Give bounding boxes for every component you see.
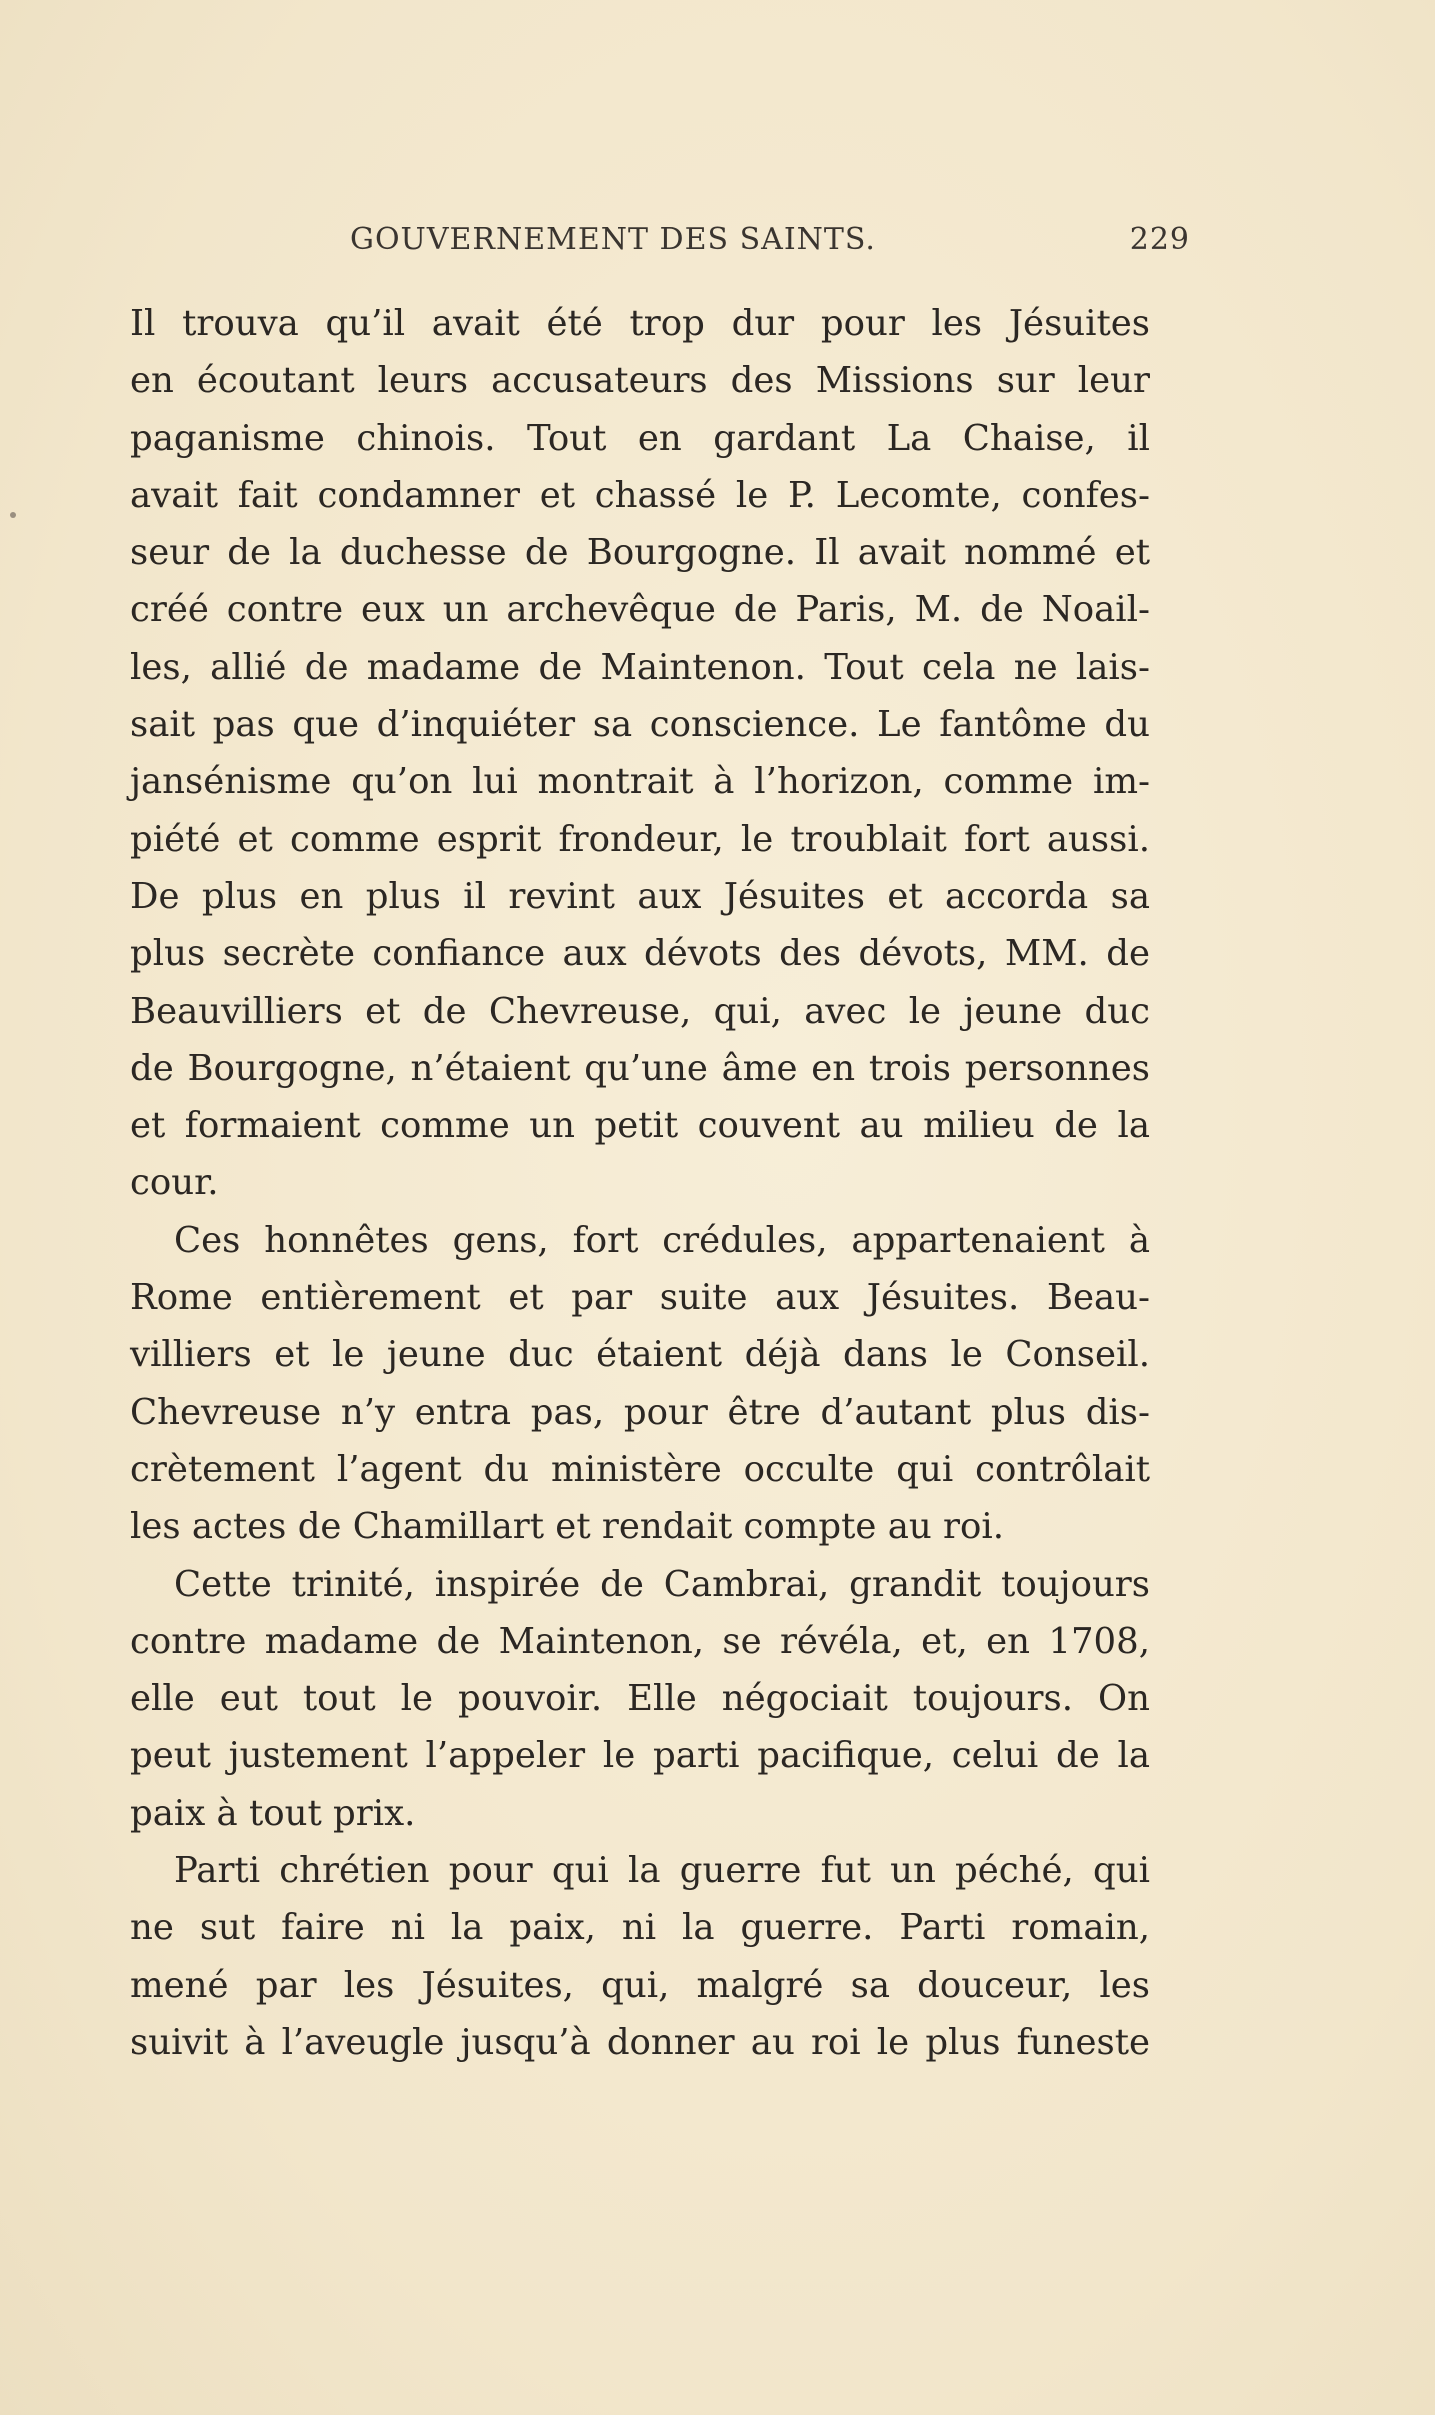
text-line: en écoutant leurs accusateurs des Missions sur leur — [130, 360, 1150, 402]
page-number: 229 — [1129, 222, 1190, 257]
text-line: Chevreuse n’y entra pas, pour être d’autant plus dis- — [130, 1391, 1150, 1433]
text-line: sait pas que d’inquiéter sa conscience. Le fantôme du — [130, 704, 1150, 746]
text-line: villiers et le jeune duc étaient déjà dans le Conseil. — [130, 1334, 1150, 1376]
text-line: Il trouva qu’il avait été trop dur pour les Jésuites — [130, 303, 1150, 344]
text-line: piété et comme esprit frondeur, le troublait fort aussi. — [130, 818, 1150, 860]
text-line: seur de la duchesse de Bourgogne. Il avait nommé et — [130, 532, 1150, 574]
text-line: Rome entièrement et par suite aux Jésuites. Beau- — [130, 1277, 1150, 1319]
text-line: Cette trinité, inspirée de Cambrai, grandit toujours — [174, 1563, 1150, 1605]
text-line: paix à tout prix. — [130, 1792, 416, 1834]
text-line: suivit à l’aveugle jusqu’à donner au roi le plus funeste — [130, 2021, 1150, 2063]
text-line: mené par les Jésuites, qui, malgré sa douceur, les — [130, 1964, 1150, 2006]
text-line: Parti chrétien pour qui la guerre fut un péché, qui — [174, 1850, 1150, 1892]
text-line: crètement l’agent du ministère occulte qui contrôlait — [130, 1448, 1150, 1490]
running-title: GOUVERNEMENT DES SAINTS. — [350, 222, 876, 257]
text-line: de Bourgogne, n’étaient qu’une âme en trois personnes — [130, 1047, 1150, 1089]
text-line: cour. — [130, 1162, 219, 1204]
text-line: De plus en plus il revint aux Jésuites et accorda sa — [130, 875, 1150, 917]
text-line: peut justement l’appeler le parti pacifique, celui de la — [130, 1735, 1150, 1777]
text-line: et formaient comme un petit couvent au milieu de la — [130, 1105, 1150, 1147]
margin-speck — [10, 512, 16, 518]
paragraph-2 — [130, 1212, 1150, 1556]
text-line: Ces honnêtes gens, fort crédules, appartenaient à — [174, 1219, 1150, 1261]
body-text — [130, 295, 1150, 2071]
text-line: Beauvilliers et de Chevreuse, qui, avec le jeune duc — [130, 990, 1150, 1032]
text-line: créé contre eux un archevêque de Paris, M. de Noail- — [130, 589, 1150, 631]
text-line: les, allié de madame de Maintenon. Tout cela ne lais- — [130, 646, 1150, 688]
text-line: les actes de Chamillart et rendait compte au roi. — [130, 1506, 1004, 1548]
text-line: paganisme chinois. Tout en gardant La Chaise, il — [130, 417, 1150, 459]
paragraph-4 — [130, 1842, 1150, 2071]
text-line: avait fait condamner et chassé le P. Lecomte, confes- — [130, 474, 1150, 516]
text-line: contre madame de Maintenon, se révéla, et, en 1708, — [130, 1620, 1150, 1662]
running-head — [350, 222, 1190, 272]
text-line: plus secrète confiance aux dévots des dévots, MM. de — [130, 933, 1150, 975]
text-line: elle eut tout le pouvoir. Elle négociait toujours. On — [130, 1678, 1150, 1720]
text-line: jansénisme qu’on lui montrait à l’horizon, comme im- — [130, 761, 1150, 803]
paragraph-3 — [130, 1556, 1150, 1842]
text-line: ne sut faire ni la paix, ni la guerre. Parti romain, — [130, 1907, 1150, 1949]
paragraph-1 — [130, 295, 1150, 1212]
